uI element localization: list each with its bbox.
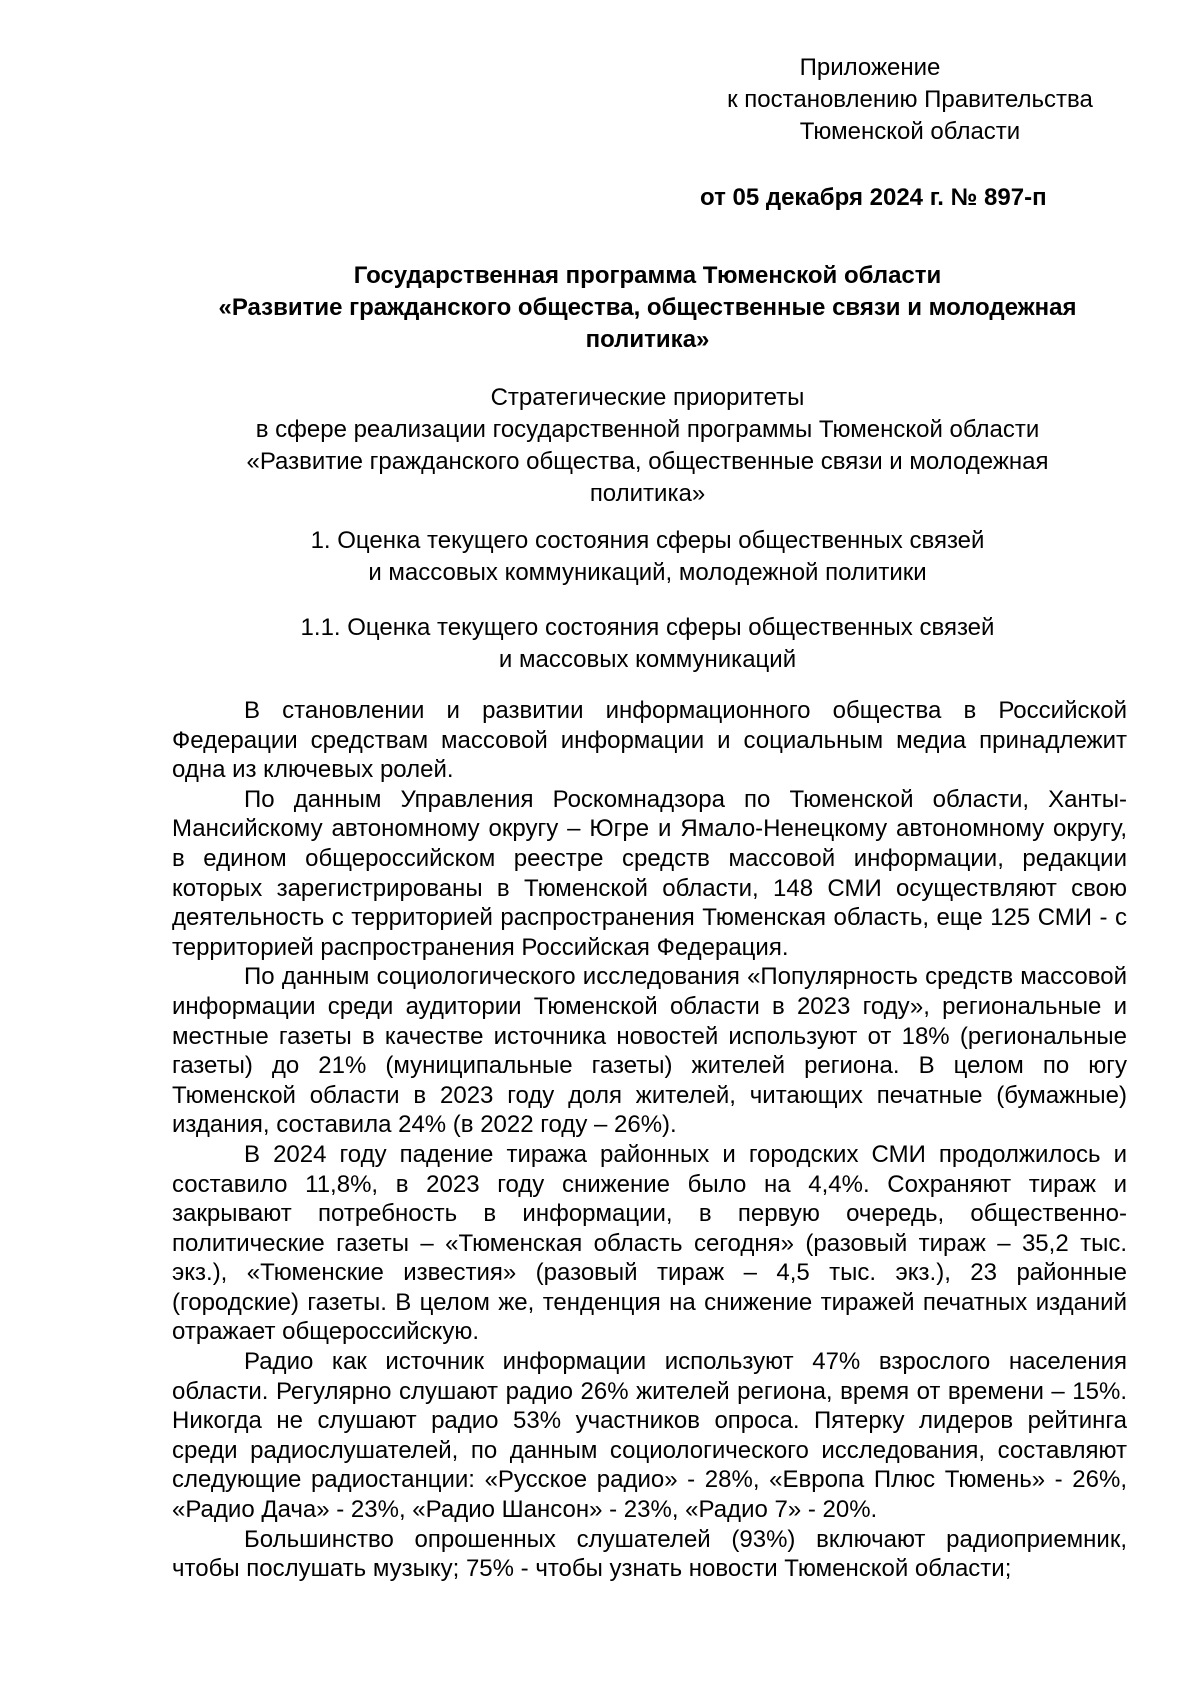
paragraph: В становлении и развитии информационного общества в Российской Федерации средствам массовой информации и социальным медиа принадлежит одна из ключевых ролей. [172, 697, 1127, 784]
section-1-1-line2: и массовых коммуникаций [498, 646, 797, 673]
program-title [170, 260, 1125, 356]
decree-reference-line1: к постановлению Правительства [727, 86, 1093, 113]
paragraph: В 2024 году падение тиража районных и городских СМИ продолжилось и составило 11,8%, в 2023 году снижение было на 4,4%. Сохраняют тираж и закрывают потребность в информации, в первую очередь, общественно-политические газеты – «Тюменская область сегодня» (разовый тираж – 35,2 тыс. экз.), «Тюменские известия» (разовый тираж – 4,5 тыс. экз.), 23 районные (городские) газеты. В целом же, тенденция на снижение тиражей печатных изданий отражает общероссийскую. [172, 1140, 1127, 1346]
priorities-line2: в сфере реализации государственной программы Тюменской области [255, 416, 1040, 443]
appendix-header [690, 52, 1130, 148]
section-1-1-heading [170, 612, 1125, 676]
paragraph: Радио как источник информации используют 47% взрослого населения области. Регулярно слушают радио 26% жителей региона, время от времени – 15%. Никогда не слушают радио 53% участников опроса. Пятерку лидеров рейтинга среди радиослушателей, по данным социологического исследования, составляют следующие радиостанции: «Русское радио» - 28%, «Европа Плюс Тюмень» - 26%, «Радио Дача» - 23%, «Радио Шансон» - 23%, «Радио 7» - 20%. [172, 1348, 1127, 1524]
priorities-line3: «Развитие гражданского общества, общественные связи и молодежная [246, 448, 1049, 475]
section-1-heading [170, 525, 1125, 589]
section-1-1-line1: 1.1. Оценка текущего состояния сферы общественных связей [300, 614, 995, 641]
paragraph: По данным Управления Роскомнадзора по Тюменской области, Ханты-Мансийскому автономному округу – Югре и Ямало-Ненецкому автономному округу, в едином общероссийском реестре средств массовой информации, редакции которых зарегистрированы в Тюменской области, 148 СМИ осуществляют свою деятельность с территорией распространения Тюменская область, еще 125 СМИ - с территорией распространения Российская Федерация. [172, 785, 1127, 961]
program-title-line2: «Развитие гражданского общества, общественные связи и молодежная [218, 294, 1077, 321]
section-1-line2: и массовых коммуникаций, молодежной политики [368, 559, 927, 586]
program-title-line3: политика» [585, 326, 710, 353]
program-title-line1: Государственная программа Тюменской области [353, 262, 942, 289]
paragraph: Большинство опрошенных слушателей (93%) включают радиоприемник, чтобы послушать музыку; 75% - чтобы узнать новости Тюменской области; [172, 1525, 1127, 1583]
decree-reference-line2: Тюменской области [799, 118, 1021, 145]
priorities-line1: Стратегические приоритеты [490, 384, 805, 411]
paragraph: По данным социологического исследования «Популярность средств массовой информации среди аудитории Тюменской области в 2023 году», региональные и местные газеты в качестве источника новостей используют от 18% (региональные газеты) до 21% (муниципальные газеты) жителей региона. В целом по югу Тюменской области в 2023 году доля жителей, читающих печатные (бумажные) издания, составила 24% (в 2022 году – 26%). [172, 963, 1127, 1139]
strategic-priorities-heading [170, 382, 1125, 510]
decree-date-number: от 05 декабря 2024 г. № 897-п [700, 184, 1047, 211]
section-1-line1: 1. Оценка текущего состояния сферы общественных связей [310, 527, 985, 554]
body-text [172, 696, 1127, 1584]
appendix-label: Приложение [799, 54, 941, 81]
priorities-line4: политика» [589, 480, 706, 507]
